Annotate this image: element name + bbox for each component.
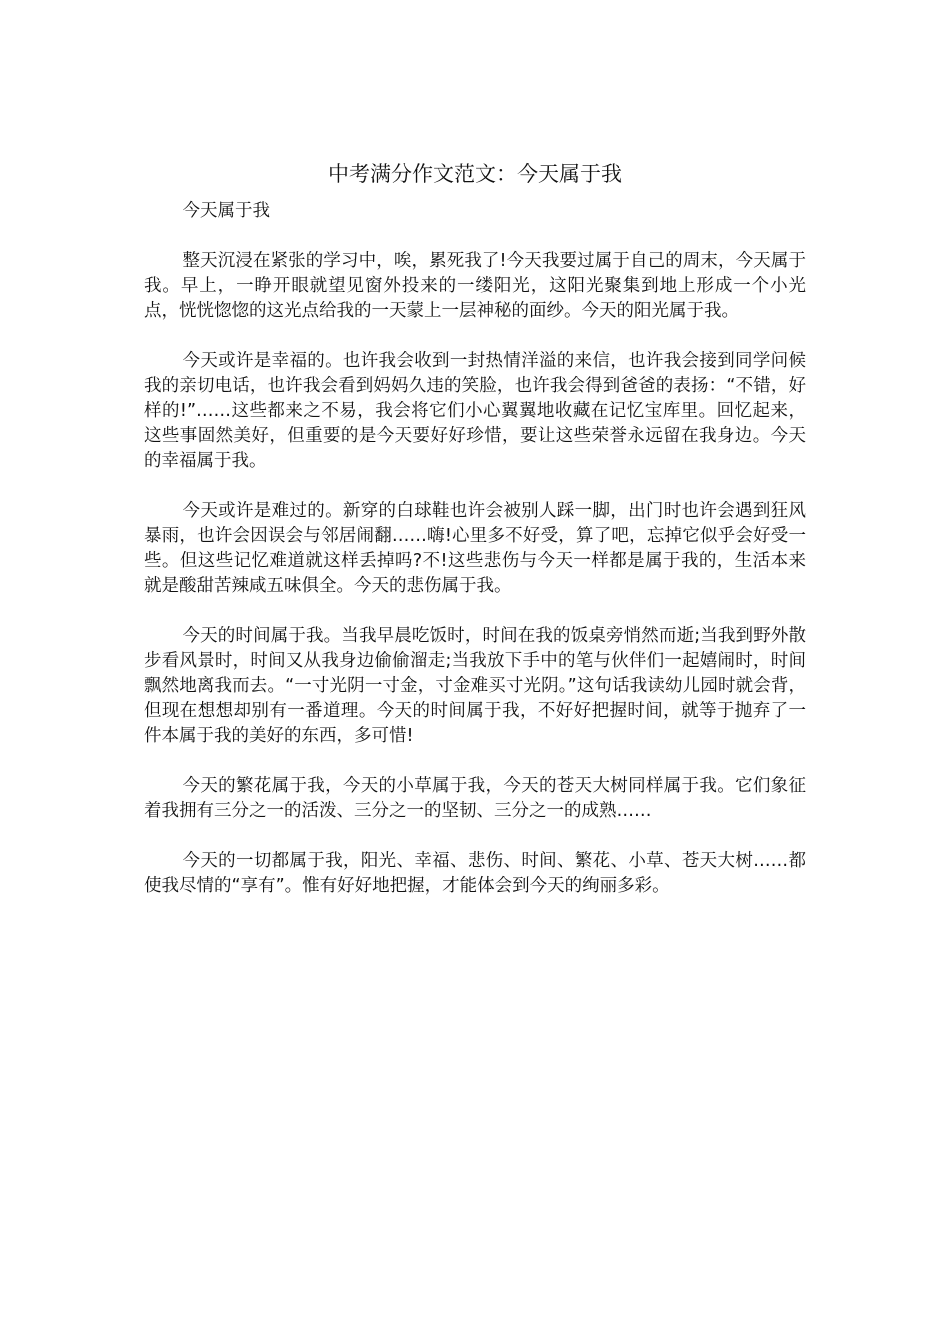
- paragraph: 整天沉浸在紧张的学习中，唉，累死我了!今天我要过属于自己的周末，今天属于我。早上，一睁开眼就望见窗外投来的一缕阳光，这阳光聚集到地上形成一个小光点，恍恍惚惚的这光点给我的一天蒙上一层神秘的面纱。今天的阳光属于我。: [144, 251, 806, 321]
- paragraph: 今天的时间属于我。当我早晨吃饭时，时间在我的饭桌旁悄然而逝;当我到野外散步看风景时，时间又从我身边偷偷溜走;当我放下手中的笔与伙伴们一起嬉闹时，时间飘然地离我而去。“一寸光阴一寸金，寸金难买寸光阴。”这句话我读幼儿园时就会背，但现在想想却别有一番道理。今天的时间属于我，不好好把握时间，就等于抛弃了一件本属于我的美好的东西，多可惜!: [144, 626, 806, 746]
- paragraph: 今天或许是难过的。新穿的白球鞋也许会被别人踩一脚，出门时也许会遇到狂风暴雨，也许会因误会与邻居闹翻……嗨!心里多不好受，算了吧，忘掉它似乎会好受一些。但这些记忆难道就这样丢掉吗?不!这些悲伤与今天一样都是属于我的，生活本来就是酸甜苦辣咸五味俱全。今天的悲伤属于我。: [144, 501, 806, 596]
- paragraph: 今天的繁花属于我，今天的小草属于我，今天的苍天大树同样属于我。它们象征着我拥有三分之一的活泼、三分之一的坚韧、三分之一的成熟……: [144, 776, 806, 821]
- paragraph: 今天或许是幸福的。也许我会收到一封热情洋溢的来信，也许我会接到同学问候我的亲切电话，也许我会看到妈妈久违的笑脸，也许我会得到爸爸的表扬：“不错，好样的!”……这些都来之不易，我会将它们小心翼翼地收藏在记忆宝库里。回忆起来，这些事固然美好，但重要的是今天要好好珍惜，要让这些荣誉永远留在我身边。今天的幸福属于我。: [144, 351, 806, 471]
- document-subtitle: 今天属于我: [182, 201, 270, 221]
- document-body: [144, 199, 806, 924]
- paragraph: 今天的一切都属于我，阳光、幸福、悲伤、时间、繁花、小草、苍天大树……都使我尽情的“享有”。惟有好好地把握，才能体会到今天的绚丽多彩。: [144, 851, 806, 896]
- document-title: 中考满分作文范文：今天属于我: [328, 162, 622, 186]
